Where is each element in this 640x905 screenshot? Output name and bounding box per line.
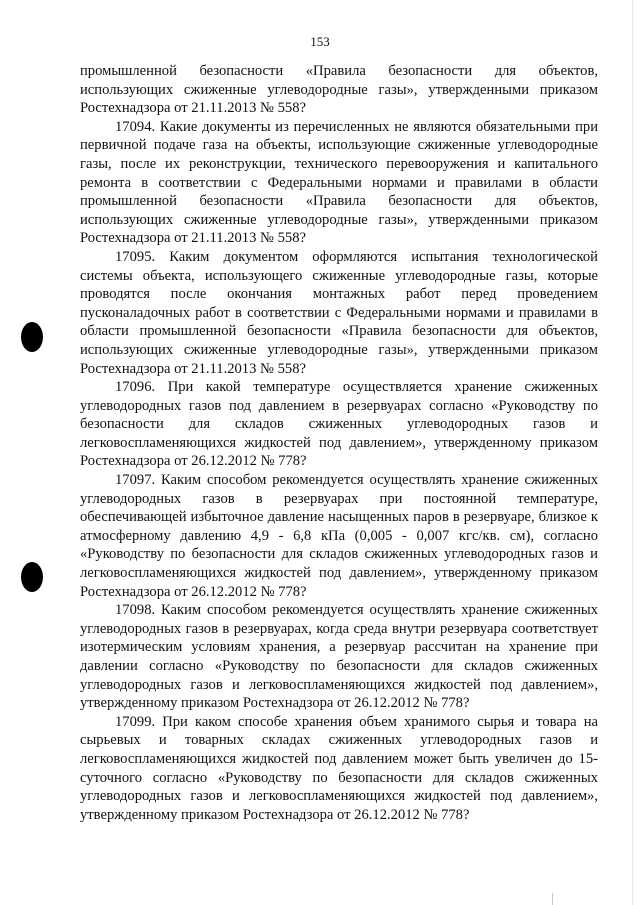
scan-mark [552,893,553,905]
binder-hole-bottom [21,562,43,592]
question-17095: 17095. Каким документом оформляются испытания технологической системы объекта, использующего сжиженные углеводородные газы, которые проводятся после окончания монтажных работ перед проведением пусконаладочных работ в соответствии с Федеральными нормами и правилами в области промышленной безопасности «Правила безопасности для объектов, использующих сжиженные углеводородные газы», утвержденными приказом Ростехнадзора от 21.11.2013 № 558? [80,248,598,377]
document-body [80,62,598,824]
question-17094: 17094. Какие документы из перечисленных не являются обязательными при первичной подаче газа на объекты, использующие сжиженные углеводородные газы, после их реконструкции, технического перевооружения и капитального ремонта в соответствии с Федеральными нормами и правилами в области промышленной безопасности «Правила безопасности для объектов, использующих сжиженные углеводородные газы», утвержденными приказом Ростехнадзора от 21.11.2013 № 558? [80,118,598,247]
page-edge-line [632,0,633,905]
page-number: 153 [310,34,330,49]
question-17096: 17096. При какой температуре осуществляется хранение сжиженных углеводородных газов под давлением в резервуарах согласно «Руководству по безопасности для складов сжиженных углеводородных газов и легковоспламеняющихся жидкостей под давлением», утвержденному приказом Ростехнадзора от 26.12.2012 № 778? [80,379,598,470]
binder-hole-top [21,322,43,352]
question-17098: 17098. Каким способом рекомендуется осуществлять хранение сжиженных углеводородных газов в резервуарах, когда среда внутри резервуара соответствует изотермическим условиям хранения, а резервуар рассчитан на хранение при давлении согласно «Руководству по безопасности для складов сжиженных углеводородных газов и легковоспламеняющихся жидкостей под давлением», утвержденному приказом Ростехнадзора от 26.12.2012 № 778? [80,602,598,712]
paragraph-continuation: промышленной безопасности «Правила безопасности для объектов, использующих сжиженные углеводородные газы», утвержденными приказом Ростехнадзора от 21.11.2013 № 558? [80,63,598,117]
question-17099: 17099. При каком способе хранения объем хранимого сырья и товара на сырьевых и товарных складах сжиженных углеводородных газов и легковоспламеняющихся жидкостей под давлением может быть увеличен до 15-суточного согласно «Руководству по безопасности для складов сжиженных углеводородных газов и легковоспламеняющихся жидкостей под давлением», утвержденному приказом Ростехнадзора от 26.12.2012 № 778? [80,713,598,823]
question-17097: 17097. Каким способом рекомендуется осуществлять хранение сжиженных углеводородных газов в резервуарах при постоянной температуре, обеспечивающей избыточное давление насыщенных паров в резервуаре, близкое к атмосферному давлению 4,9 - 6,8 кПа (0,005 - 0,007 кгс/кв. см), согласно «Руководству по безопасности для складов сжиженных углеводородных газов и легковоспламеняющихся жидкостей под давлением», утвержденному приказом Ростехнадзора от 26.12.2012 № 778? [80,472,598,600]
